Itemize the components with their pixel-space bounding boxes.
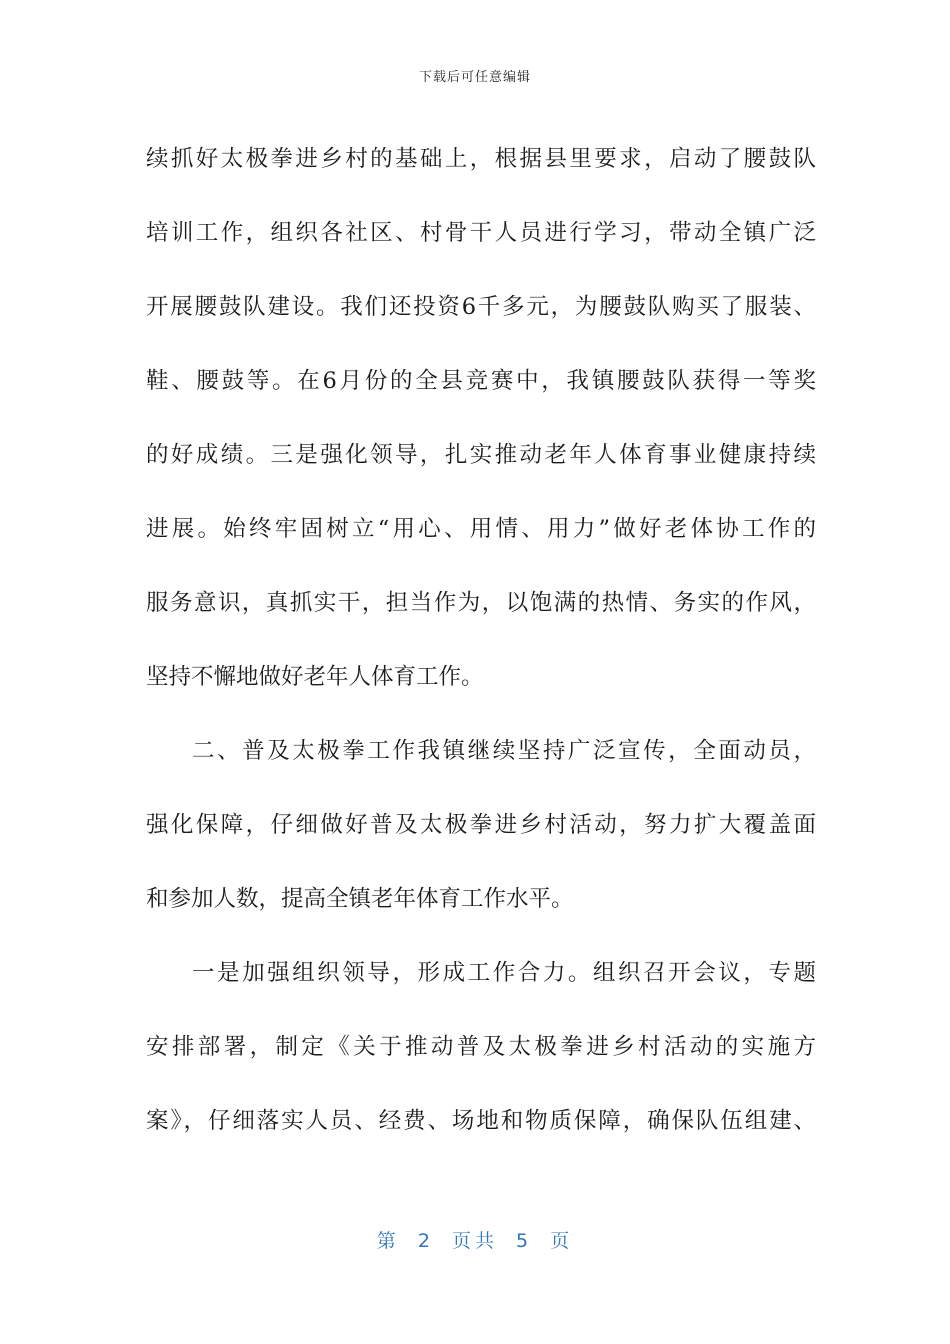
text-line: 安排部署，制定《关于推动普及太极拳进乡村活动的实施方 — [146, 1034, 816, 1060]
text-line: 鞋、腰鼓等。在6月份的全县竞赛中，我镇腰鼓队获得一等奖 — [146, 368, 816, 394]
document-body — [146, 122, 816, 1158]
text-line: 培训工作，组织各社区、村骨干人员进行学习，带动全镇广泛 — [146, 220, 816, 246]
text-line: 续抓好太极拳进乡村的基础上，根据县里要求，启动了腰鼓队 — [146, 146, 816, 172]
text-line: 强化保障，仔细做好普及太极拳进乡村活动，努力扩大覆盖面 — [146, 812, 816, 838]
text-line: 服务意识，真抓实干，担当作为，以饱满的热情、务实的作风， — [146, 590, 816, 616]
text-line: 进展。始终牢固树立“用心、用情、用力”做好老体协工作的 — [146, 516, 816, 542]
text-line: 案》，仔细落实人员、经费、场地和物质保障，确保队伍组建、 — [146, 1108, 816, 1134]
page-label-middle: 页共 — [451, 1230, 498, 1252]
current-page-number: 2 — [417, 1230, 434, 1252]
page-header-note: 下载后可任意编辑 — [418, 70, 531, 85]
text-line-paragraph-start: 二、普及太极拳工作我镇继续坚持广泛宣传，全面动员， — [192, 738, 816, 764]
page-label-suffix: 页 — [550, 1230, 574, 1252]
text-line: 坚持不懈地做好老年人体育工作。 — [146, 664, 484, 690]
text-line-paragraph-start: 一是加强组织领导，形成工作合力。组织召开会议，专题 — [192, 960, 816, 986]
total-page-count: 5 — [516, 1230, 533, 1252]
text-line: 开展腰鼓队建设。我们还投资6千多元，为腰鼓队购买了服装、 — [146, 294, 816, 320]
text-line: 和参加人数，提高全镇老年体育工作水平。 — [146, 886, 574, 912]
text-line: 的好成绩。三是强化领导，扎实推动老年人体育事业健康持续 — [146, 442, 816, 468]
page-footer — [0, 1226, 950, 1253]
page-label-prefix: 第 — [376, 1230, 400, 1252]
